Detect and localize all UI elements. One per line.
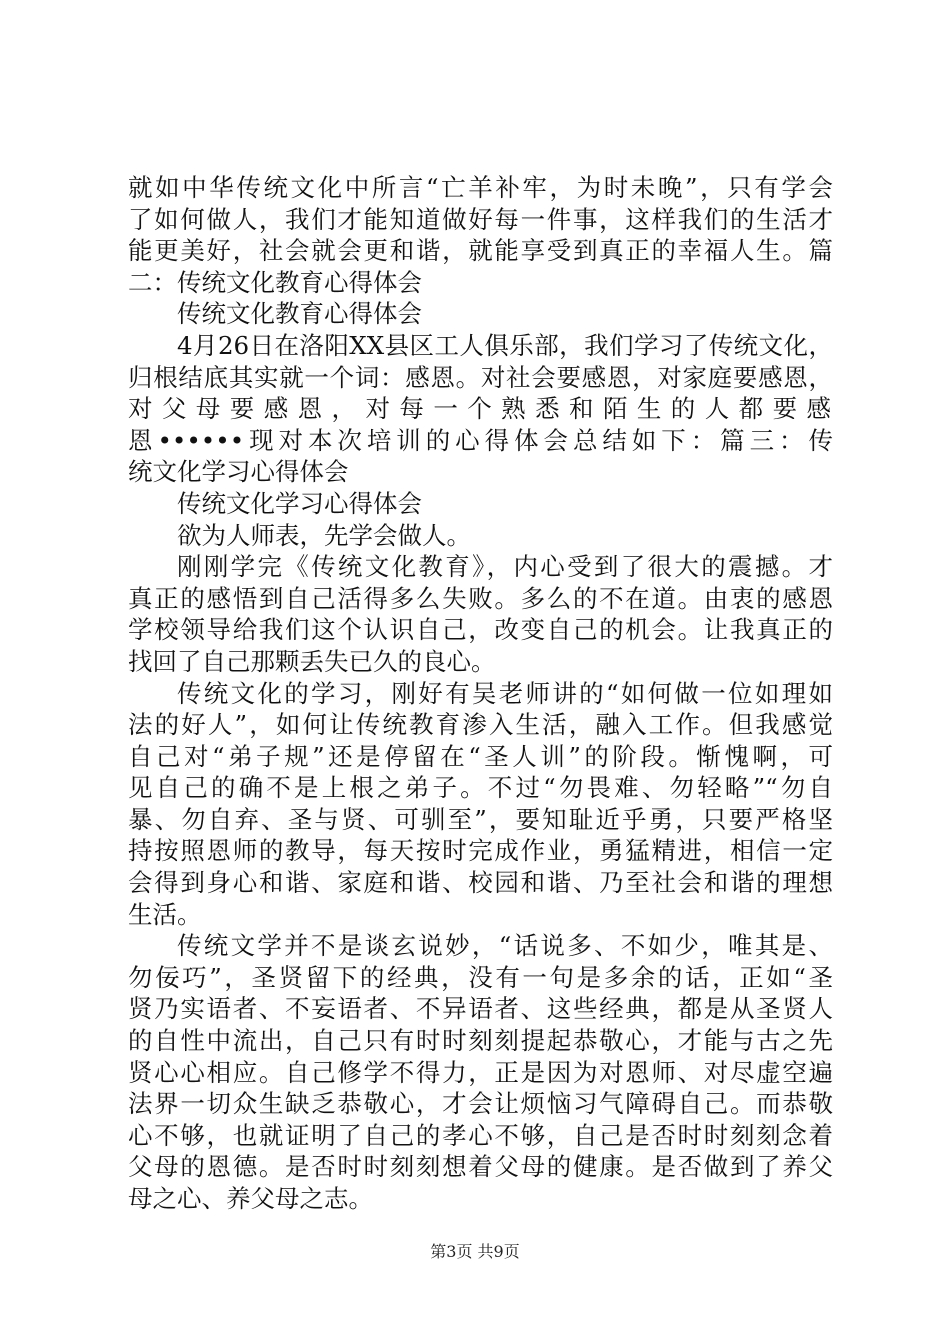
text-line: 就如中华传统文化中所言“亡羊补牢，为时未晚”，只有学会: [128, 173, 833, 202]
text-line: 母之心、养父母之志。: [128, 1184, 373, 1213]
text-line: 4月26日在洛阳XX县区工人俱乐部，我们学习了传统文化，: [177, 330, 833, 360]
text-line: 欲为人师表，先学会做人。: [177, 520, 471, 550]
text-line: 了如何做人，我们才能知道做好每一件事，这样我们的生活才: [128, 204, 833, 234]
text-line: 刚刚学完《传统文化教育》，内心受到了很大的震撼。才: [177, 552, 833, 582]
text-line: 恩••••••现对本次培训的心得体会总结如下：篇三：传: [128, 425, 833, 455]
text-line: 贤心心相应。自己修学不得力，正是因为对恩师、对尽虚空遍: [128, 1057, 833, 1087]
text-line: 贤乃实语者、不妄语者、不异语者、这些经典，都是从圣贤人: [128, 994, 833, 1024]
text-line: 学校领导给我们这个认识自己，改变自己的机会。让我真正的: [128, 615, 833, 645]
text-line: 父母的恩德。是否时时刻刻想着父母的健康。是否做到了养父: [128, 1152, 833, 1182]
text-line: 能更美好，社会就会更和谐，就能享受到真正的幸福人生。篇: [128, 236, 833, 266]
page-footer: 第3页 共9页: [430, 1242, 520, 1261]
text-line: 找回了自己那颗丢失已久的良心。: [128, 646, 496, 676]
text-line: 真正的感悟到自己活得多么失败。多么的不在道。由衷的感恩: [128, 583, 833, 613]
text-line: 暴、勿自弃、圣与贤、可驯至”，要知耻近乎勇，只要严格坚: [128, 804, 833, 834]
text-line: 法的好人”，如何让传统教育渗入生活，融入工作。但我感觉: [128, 710, 833, 740]
text-line: 生活。: [128, 899, 202, 929]
text-line: 传统文化的学习，刚好有吴老师讲的“如何做一位如理如: [177, 678, 833, 708]
text-line: 传统文化教育心得体会: [177, 299, 422, 329]
text-line: 会得到身心和谐、家庭和谐、校园和谐、乃至社会和谐的理想: [128, 868, 833, 898]
text-line: 传统文学并不是谈玄说妙，“话说多、不如少，唯其是、: [177, 931, 833, 961]
text-line: 归根结底其实就一个词：感恩。对社会要感恩，对家庭要感恩，: [128, 362, 833, 392]
text-line: 法界一切众生缺乏恭敬心，才会让烦恼习气障碍自己。而恭敬: [128, 1089, 833, 1119]
text-line: 二：传统文化教育心得体会: [128, 267, 422, 297]
text-line: 持按照恩师的教导，每天按时完成作业，勇猛精进，相信一定: [128, 836, 833, 866]
text-line: 传统文化学习心得体会: [177, 488, 422, 518]
text-line: 对父母要感恩，对每一个熟悉和陌生的人都要感: [128, 394, 833, 424]
text-line: 心不够，也就证明了自己的孝心不够，自己是否时时刻刻念着: [128, 1120, 833, 1150]
text-line: 勿佞巧”，圣贤留下的经典，没有一句是多余的话，正如“圣: [128, 962, 833, 992]
document-body: [128, 172, 833, 1215]
text-line: 的自性中流出，自己只有时时刻刻提起恭敬心，才能与古之先: [128, 1026, 833, 1056]
text-line: 自己对“弟子规”还是停留在“圣人训”的阶段。惭愧啊，可: [128, 741, 833, 771]
text-line: 见自己的确不是上根之弟子。不过“勿畏难、勿轻略”“勿自: [128, 773, 833, 803]
text-line: 统文化学习心得体会: [128, 457, 349, 487]
